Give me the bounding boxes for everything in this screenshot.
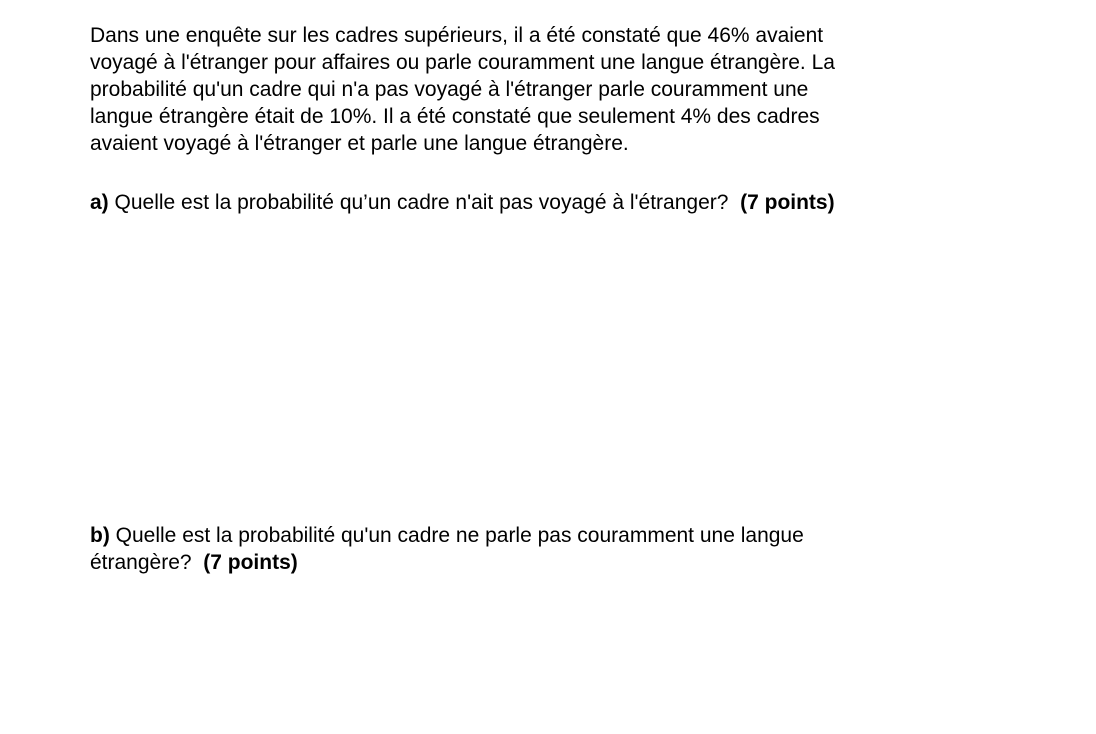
statement-line: voyagé à l'étranger pour affaires ou parle couramment une langue étrangère. La — [90, 51, 835, 74]
question-a-points: (7 points) — [740, 191, 835, 214]
question-b-points: (7 points) — [203, 551, 298, 574]
question-b-text-1: Quelle est la probabilité qu'un cadre ne parle pas couramment une langue — [109, 524, 804, 547]
question-b-label: b) — [90, 524, 110, 547]
statement-line: avaient voyagé à l'étranger et parle une langue étrangère. — [90, 132, 629, 155]
question-a-label: a) — [90, 191, 109, 214]
question-a-line — [90, 189, 835, 216]
question-b-text-2: étrangère? — [90, 551, 204, 574]
question-b-line-1 — [90, 522, 804, 549]
statement-line: langue étrangère était de 10%. Il a été constaté que seulement 4% des cadres — [90, 105, 820, 128]
question-a-text: Quelle est la probabilité qu’un cadre n'ait pas voyagé à l'étranger? — [108, 191, 741, 214]
statement-line: probabilité qu'un cadre qui n'a pas voyagé à l'étranger parle couramment une — [90, 78, 809, 101]
question-b — [90, 522, 804, 576]
statement-line: Dans une enquête sur les cadres supérieurs, il a été constaté que 46% avaient — [90, 24, 824, 47]
question-b-line-2 — [90, 549, 804, 576]
question-a — [90, 189, 835, 216]
problem-statement — [90, 22, 990, 157]
